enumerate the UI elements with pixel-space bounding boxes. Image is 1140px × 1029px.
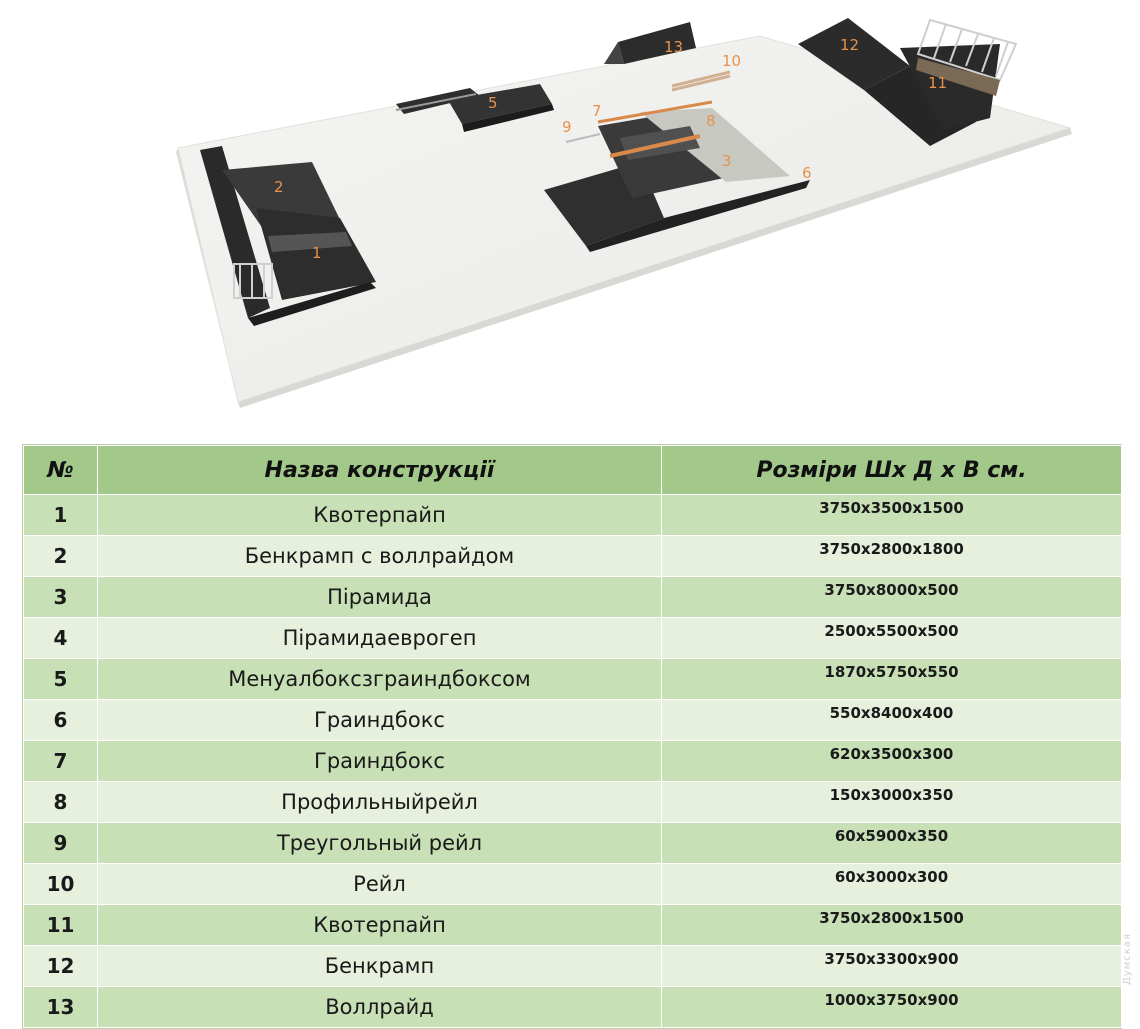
cell-name: Квотерпайп — [98, 905, 662, 946]
header-num: № — [24, 446, 98, 495]
cell-num: 3 — [24, 577, 98, 618]
table-header-row — [24, 446, 1122, 495]
label-6: 6 — [802, 164, 812, 182]
label-10: 10 — [722, 52, 742, 70]
cell-num: 2 — [24, 536, 98, 577]
cell-num: 8 — [24, 782, 98, 823]
cell-size: 3750x2800x1500 — [662, 905, 1122, 946]
skatepark-render — [0, 0, 1140, 420]
cell-name: Пірамида — [98, 577, 662, 618]
structures-table-container — [22, 444, 1122, 1029]
cell-num: 12 — [24, 946, 98, 987]
cell-name: Пірамидаеврогеп — [98, 618, 662, 659]
cell-size: 3750x8000x500 — [662, 577, 1122, 618]
cell-name: Менуалбоксзграиндбоксом — [98, 659, 662, 700]
cell-num: 4 — [24, 618, 98, 659]
cell-num: 10 — [24, 864, 98, 905]
cell-name: Бенкрамп — [98, 946, 662, 987]
cell-size: 60x3000x300 — [662, 864, 1122, 905]
label-12: 12 — [840, 36, 860, 54]
table-row — [24, 864, 1122, 905]
header-size: Розміри Шх Д х В см. — [662, 446, 1122, 495]
cell-name: Бенкрамп с воллрайдом — [98, 536, 662, 577]
label-2: 2 — [274, 178, 284, 196]
cell-name: Профильныйрейл — [98, 782, 662, 823]
cell-num: 9 — [24, 823, 98, 864]
table-row — [24, 700, 1122, 741]
structures-table — [23, 445, 1122, 1028]
table-body — [24, 495, 1122, 1028]
cell-size: 3750x3300x900 — [662, 946, 1122, 987]
cell-name: Граиндбокс — [98, 741, 662, 782]
cell-num: 13 — [24, 987, 98, 1028]
table-row — [24, 905, 1122, 946]
cell-size: 620x3500x300 — [662, 741, 1122, 782]
cell-name: Рейл — [98, 864, 662, 905]
label-11: 11 — [928, 74, 948, 92]
cell-num: 11 — [24, 905, 98, 946]
label-7: 7 — [592, 102, 602, 120]
table-row — [24, 741, 1122, 782]
label-1: 1 — [312, 244, 322, 262]
table-row — [24, 618, 1122, 659]
label-3: 3 — [722, 152, 732, 170]
cell-size: 150x3000x350 — [662, 782, 1122, 823]
cell-size: 3750x2800x1800 — [662, 536, 1122, 577]
table-row — [24, 987, 1122, 1028]
cell-name: Граиндбокс — [98, 700, 662, 741]
cell-size: 3750x3500x1500 — [662, 495, 1122, 536]
table-row — [24, 536, 1122, 577]
watermark-text: Думская — [1122, 933, 1133, 985]
table-row — [24, 659, 1122, 700]
table-row — [24, 823, 1122, 864]
header-name: Назва конструкції — [98, 446, 662, 495]
label-8: 8 — [706, 112, 716, 130]
cell-size: 1870x5750x550 — [662, 659, 1122, 700]
label-5: 5 — [488, 94, 498, 112]
table-row — [24, 577, 1122, 618]
cell-size: 60x5900x350 — [662, 823, 1122, 864]
table-row — [24, 946, 1122, 987]
cell-size: 1000x3750x900 — [662, 987, 1122, 1028]
label-13: 13 — [664, 38, 684, 56]
table-row — [24, 782, 1122, 823]
cell-num: 1 — [24, 495, 98, 536]
cell-size: 550x8400x400 — [662, 700, 1122, 741]
cell-name: Воллрайд — [98, 987, 662, 1028]
cell-name: Треугольный рейл — [98, 823, 662, 864]
cell-name: Квотерпайп — [98, 495, 662, 536]
cell-num: 7 — [24, 741, 98, 782]
label-9: 9 — [562, 118, 572, 136]
table-row — [24, 495, 1122, 536]
cell-num: 6 — [24, 700, 98, 741]
cell-size: 2500x5500x500 — [662, 618, 1122, 659]
cell-num: 5 — [24, 659, 98, 700]
